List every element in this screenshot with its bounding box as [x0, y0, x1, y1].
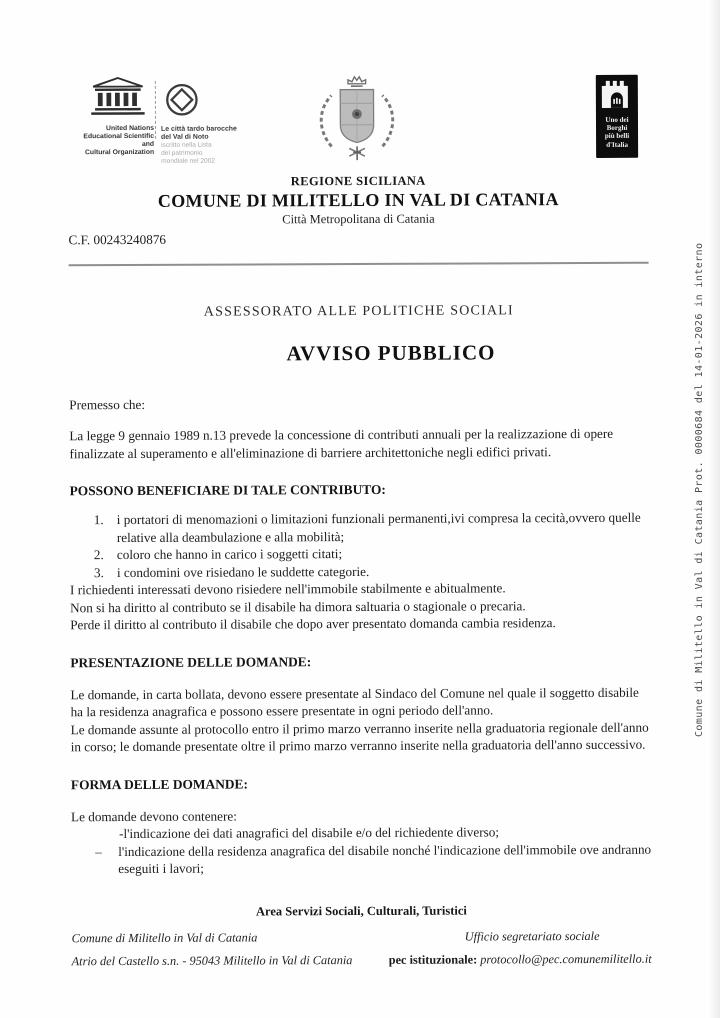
municipal-crest	[308, 70, 406, 169]
list-item-text: i portatori di menomazioni o limitazioni funzionali permanenti,ivi compresa la cecità,ovvero quelle relative alla deambulazione e alla mobilità;	[116, 509, 641, 545]
header-rule	[69, 261, 649, 266]
notice-title: AVVISO PUBBLICO	[286, 339, 496, 365]
list-item	[70, 561, 650, 581]
forma-item-text: l'indicazione della residenza anagrafica del disabile nonché l'indicazione dell'immobile ove andranno eseguiti i lavori;	[118, 841, 652, 877]
note-line: Non si ha diritto al contributo se il disabile ha dimora saltuaria o stagionale o precaria.	[70, 597, 526, 615]
footer-office-name: Ufficio segretariato sociale	[464, 928, 600, 944]
forma-item	[71, 840, 651, 878]
premise-paragraph: La legge 9 gennaio 1989 n.13 prevede la concessione di contributi annuali per la realizzazione di opere finalizzate al superamento e all'eliminazione di barriere architettoniche negli edifici privati.	[69, 425, 614, 461]
beneficiaries-list	[70, 509, 650, 582]
unesco-caption-line: Educational Scientific and	[83, 132, 155, 148]
section-heading-presentation: PRESENTAZIONE DELLE DOMANDE:	[70, 653, 312, 670]
world-heritage-logo	[161, 82, 266, 165]
premise-label: Premesso che:	[69, 396, 146, 412]
unesco-caption-line: United Nations	[106, 124, 155, 133]
note-line: I richiedenti interessati devono risiedere nell'immobile stabilmente e abitualmente.	[69, 580, 506, 598]
footer	[71, 902, 651, 969]
list-item-number: 1.	[93, 512, 104, 528]
borghi-castle-icon	[601, 96, 633, 113]
borghi-caption-line: più belli	[604, 132, 630, 141]
section-heading-beneficiaries: POSSONO BENEFICIARE DI TALE CONTRIBUTO:	[69, 481, 386, 499]
unesco-caption-line: Cultural Organization	[84, 148, 155, 157]
list-item	[70, 509, 650, 547]
heritage-caption-line: Le città tardo barocche	[161, 125, 237, 133]
logos-row	[68, 73, 648, 168]
footer-comune-name: Comune di Militello in Val di Catania	[71, 929, 258, 945]
footer-area-title: Area Servizi Sociali, Culturali, Turistici	[255, 903, 467, 918]
dash-bullet: –	[95, 843, 102, 859]
world-heritage-emblem-icon	[161, 104, 199, 121]
presentation-paragraph: Le domande assunte al protocollo entro il primo marzo verranno inserite nella graduatoria regionale dell'anno in corso; le domande presentate oltre il primo marzo verranno inserite nella graduatoria dell'anno successivo.	[70, 719, 649, 755]
heritage-caption-line: mondiale nel 2002	[161, 157, 216, 165]
region-title: REGIONE SICILIANA	[290, 173, 426, 189]
borghi-caption-line: Borghi	[606, 124, 628, 133]
presentation-paragraph: Le domande, in carta bollata, devono essere presentate al Sindaco del Comune nel quale il soggetto disabile ha la residenza anagrafica e possono essere presentate in ogni periodo dell'anno.	[70, 684, 639, 720]
pec-email: protocollo@pec.comunemilitello.it	[480, 951, 652, 966]
section-heading-forma: FORMA DELLE DOMANDE:	[70, 775, 248, 792]
unesco-temple-icon	[89, 104, 147, 121]
fiscal-code: C.F. 00243240876	[68, 231, 167, 248]
logo-divider	[155, 81, 156, 139]
list-item-text: coloro che hanno in carico i soggetti citati;	[116, 546, 343, 563]
heritage-caption-line: del Val di Noto	[161, 133, 209, 141]
list-item-number: 2.	[93, 547, 104, 563]
list-item-number: 3.	[93, 564, 104, 580]
footer-address: Atrio del Castello s.n. - 95043 Militello in Val di Catania	[71, 952, 353, 968]
heritage-caption-line: del patrimonio	[161, 149, 203, 157]
heritage-caption-line: iscritto nella Lista	[161, 141, 212, 149]
scanned-document	[0, 72, 720, 1018]
note-line: Perde il diritto al contributo il disabile che dopo aver presentato domanda cambia residenza.	[70, 615, 556, 633]
borghi-caption-line: Uno dei	[605, 115, 629, 124]
metro-subtitle: Città Metropolitana di Catania	[282, 211, 435, 227]
borghi-caption-line: d'Italia	[606, 140, 628, 149]
borghi-logo	[596, 75, 638, 158]
department-subtitle: ASSESSORATO ALLE POLITICHE SOCIALI	[203, 302, 514, 320]
forma-intro: Le domande devono contenere:	[70, 808, 237, 824]
forma-item: -l'indicazione dei dati anagrafici del disabile e/o del richiedente diverso;	[119, 824, 500, 842]
list-item-text: i condomini ove risiedano le suddette categorie.	[116, 563, 370, 580]
unesco-logo	[82, 77, 154, 157]
protocol-stamp: Comune di Militello in Val di Catania Prot. 0000684 del 14-01-2026 in interno	[694, 242, 705, 737]
comune-title: COMUNE DI MILITELLO IN VAL DI CATANIA	[157, 189, 559, 211]
pec-label: pec istituzionale:	[388, 951, 478, 967]
